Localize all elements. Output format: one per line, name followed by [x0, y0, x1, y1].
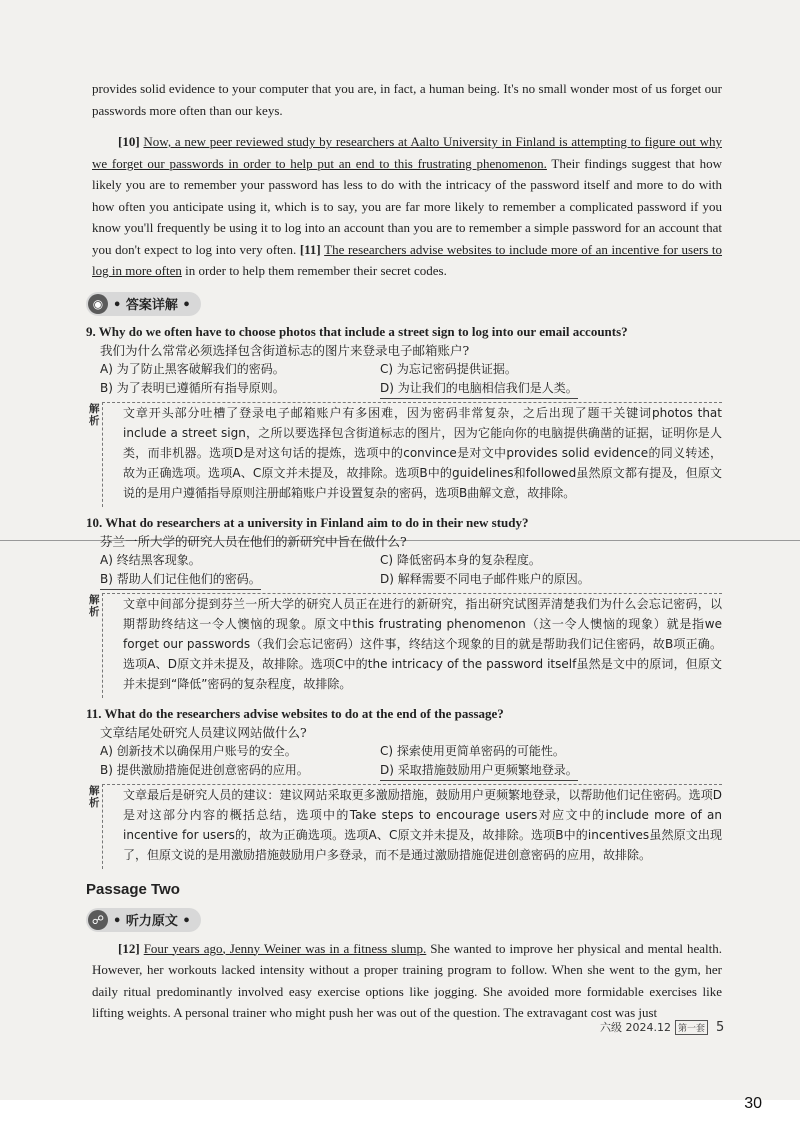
- question-translation: 文章结尾处研究人员建议网站做什么?: [100, 724, 307, 740]
- passage-two-title: Passage Two: [86, 880, 180, 898]
- lightbulb-icon: ◉: [88, 294, 108, 314]
- paragraph-number: [12]: [118, 940, 140, 956]
- option-c: C) 为忘记密码提供证据。: [380, 361, 517, 376]
- footer-page-number: 5: [716, 1019, 725, 1035]
- edition-label: 六级 2024.12: [600, 1021, 671, 1034]
- option-d: D) 解释需要不同电子邮件账户的原因。: [380, 571, 590, 586]
- headphones-icon: ☍: [88, 910, 108, 930]
- answers-section-header: [86, 292, 722, 316]
- page-footer: [600, 1019, 724, 1035]
- explanation: [89, 784, 722, 869]
- paragraph-12: [92, 938, 722, 1024]
- question-text: 9. Why do we often have to choose photos that include a street sign to log into our email accounts?: [86, 323, 628, 339]
- paragraph-text: She wanted to improve her physical and mental health. However, her workouts lacked intensity without a proper training program to follow. When she went to the gym, her daily ritual predominantly involved easy exercise options like jogging. She avoided more formidable exercises like lifting weights. A personal trainer who might push her was out of the question. The extravagant cost was just: [92, 940, 722, 1020]
- paragraph-10: [92, 131, 722, 282]
- question-text: 11. What do the researchers advise websites to do at the end of the passage?: [86, 705, 504, 721]
- paragraph-text: in order to help them remember their secret codes.: [181, 263, 447, 278]
- paragraph-number: [11]: [299, 241, 321, 257]
- page-number: 30: [744, 1095, 762, 1112]
- transcript-section-header: [86, 908, 722, 932]
- options: [100, 551, 722, 590]
- option-a: A) 为了防止黑客破解我们的密码。: [100, 361, 285, 376]
- question-10: [86, 513, 722, 698]
- answers-badge: [86, 292, 201, 316]
- option-c: C) 降低密码本身的复杂程度。: [380, 552, 541, 567]
- option-a: A) 终结黑客现象。: [100, 552, 201, 567]
- option-b: B) 为了表明已遵循所有指导原则。: [100, 380, 285, 395]
- options: [100, 360, 722, 399]
- option-b-correct: B) 帮助人们记住他们的密码。: [100, 570, 261, 590]
- explanation-tag: 解析: [89, 402, 100, 427]
- option-d-correct: D) 采取措施鼓励用户更频繁地登录。: [380, 761, 578, 781]
- question-text: 10. What do researchers at a university in Finland aim to do in their new study?: [86, 514, 529, 530]
- underlined-sentence: The researchers advise websites to include more of an incentive for users to log in more often: [92, 241, 723, 278]
- option-c: C) 探索使用更简单密码的可能性。: [380, 743, 565, 758]
- question-9: [86, 322, 722, 507]
- options: [100, 742, 722, 781]
- explanation-text: 文章开头部分吐槽了登录电子邮箱账户有多困难，因为密码非常复杂，之后出现了题干关键词photos that include a street sign，之所以要选择包含街道标志的图片，因为它能向你的电脑提供确凿的证据，证明你是人类，而非机器。选项D是对这句话的提炼，选项中的convince是对文中provides solid evidence的同义转述，故为正确选项。选项A、C原文并未提及，故排除。选项B中的guidelines和followed虽然原文都有提及，但原文说的是用户遵循指导原则注册邮箱账户并设置复杂的密码，选项B曲解文意，故排除。: [123, 405, 722, 500]
- page-content: [86, 78, 725, 1035]
- explanation-tag: 解析: [89, 593, 100, 618]
- explanation-text: 文章中间部分提到芬兰一所大学的研究人员正在进行的新研究，指出研究试图弄清楚我们为什么会忘记密码，以期帮助终结这一令人懊恼的现象。原文中this frustrating phenomenon（这一令人懊恼的现象）就是指we forget our passwords（我们会忘记密码）这件事，终结这个现象的目的就是帮助我们记住密码，故B项正确。选项A、D原文并未提及，故排除。选项C中的the intricacy of the password itself虽然是文中的原词，但原文并未提到“降低”密码的复杂程度，故排除。: [123, 596, 722, 691]
- paragraph-number: [10]: [118, 134, 140, 149]
- option-a: A) 创新技术以确保用户账号的安全。: [100, 743, 297, 758]
- paragraph-text: provides solid evidence to your computer that you are, in fact, a human being. It's no small wonder most of us forget our passwords more often than our keys.: [92, 81, 722, 118]
- explanation: [89, 593, 722, 698]
- explanation-text: 文章最后是研究人员的建议：建议网站采取更多激励措施，鼓励用户更频繁地登录，以帮助他们记住密码。选项D是对这部分内容的概括总结，选项中的Take steps to encourage users对应文中的include more of an incentive for users的，故为正确选项。选项A、C原文并未提及，故排除。选项B中的incentives虽然原文出现了，但原文说的是用激励措施鼓励用户多登录，而不是通过激励措施促进创意密码的应用，故排除。: [123, 787, 722, 862]
- explanation-tag: 解析: [89, 784, 100, 809]
- transcript-badge: [86, 908, 201, 932]
- paragraph-continued: [92, 78, 722, 121]
- answers-header-label: • 答案详解 •: [113, 298, 191, 313]
- question-translation: 我们为什么常常必须选择包含街道标志的图片来登录电子邮箱账户?: [100, 342, 470, 358]
- option-b: B) 提供激励措施促进创意密码的应用。: [100, 762, 309, 777]
- transcript-header-label: • 听力原文 •: [113, 914, 191, 929]
- underlined-sentence: Now, a new peer reviewed study by researchers at Aalto University in Finland is attempting to figure out why we forget our passwords in order to help put an end to this frustrating phenomenon.: [92, 134, 722, 171]
- set-label: 第一套: [675, 1020, 708, 1035]
- question-11: [86, 704, 722, 869]
- explanation: [89, 402, 722, 507]
- underlined-sentence: Four years ago, Jenny Weiner was in a fitness slump.: [143, 940, 427, 956]
- paragraph-text: Their findings suggest that how likely you are to remember your password has less to do with the intricacy of the password itself and more to do with how often you anticipate using it, which is to say, you are far more likely to remember a complicated password if you know you'll frequently be using it to log into an account than you are to remember a simple password for an account that you don't expect to log into very often.: [92, 155, 722, 257]
- option-d-correct: D) 为让我们的电脑相信我们是人类。: [380, 379, 578, 399]
- question-translation: 芬兰一所大学的研究人员在他们的新研究中旨在做什么?: [100, 533, 407, 549]
